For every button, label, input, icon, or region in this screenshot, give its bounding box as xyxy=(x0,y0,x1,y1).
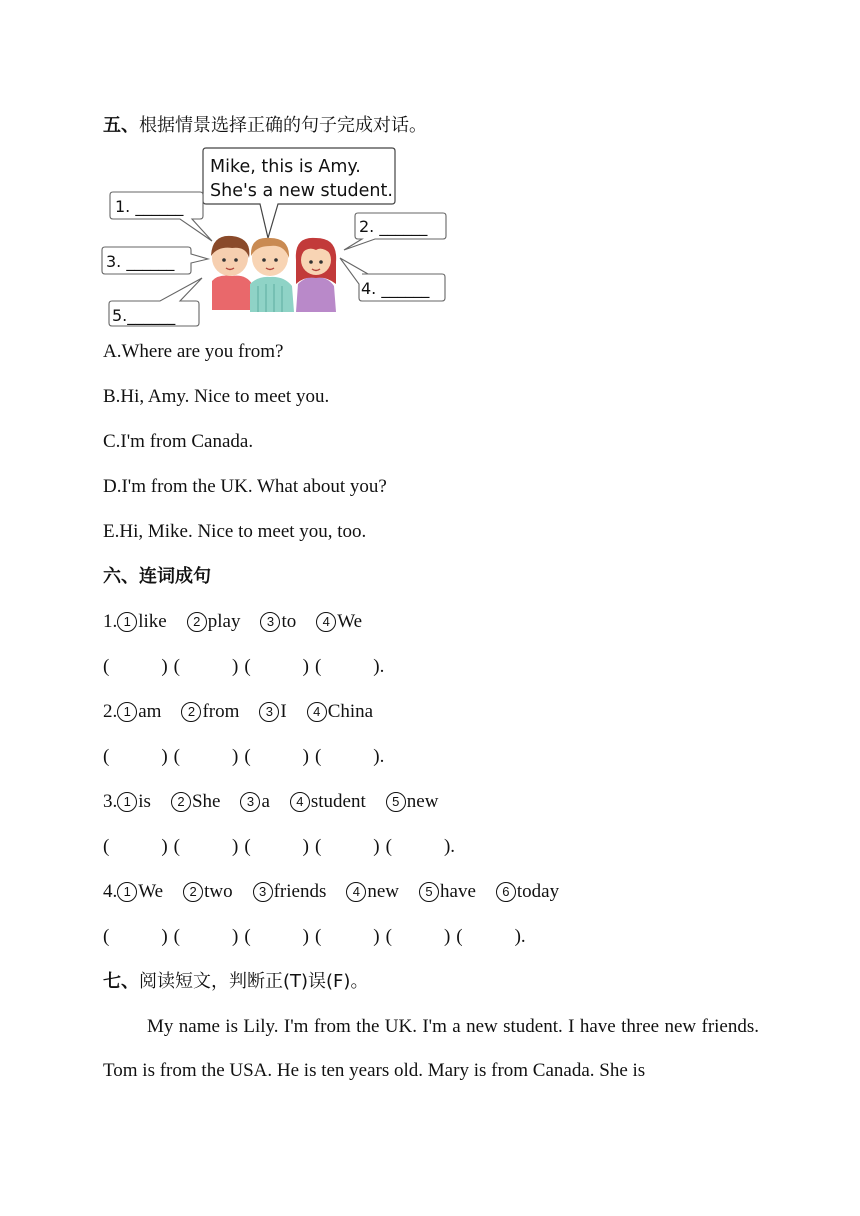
section7-heading xyxy=(103,970,368,994)
circled-number: 4 xyxy=(307,702,327,722)
word-text: play xyxy=(207,611,241,632)
blank-bubble-3 xyxy=(102,247,208,274)
circled-number: 4 xyxy=(290,792,310,812)
word-option xyxy=(307,700,373,724)
answer-blank[interactable]: ( ) xyxy=(244,656,309,677)
question-3-answer-blanks xyxy=(103,835,455,859)
circled-number: 5 xyxy=(386,792,406,812)
word-text: am xyxy=(138,701,162,722)
girl-right-figure xyxy=(296,238,336,312)
word-option xyxy=(117,790,151,814)
circled-number: 1 xyxy=(117,882,137,902)
question-2-answer-blanks xyxy=(103,745,384,769)
answer-blank[interactable]: ( ). xyxy=(314,656,385,677)
circled-number: 2 xyxy=(187,612,207,632)
question-4-answer-blanks xyxy=(103,925,526,949)
main-speech-line-2: She's a new student. xyxy=(210,181,393,201)
section6-heading xyxy=(103,565,211,589)
option-d: D.I'm from the UK. What about you? xyxy=(103,476,387,497)
option-b: B.Hi, Amy. Nice to meet you. xyxy=(103,386,330,407)
answer-blank[interactable]: ( ) xyxy=(244,836,309,857)
word-option xyxy=(419,880,476,904)
answer-blank[interactable]: ( ) xyxy=(314,926,380,947)
section5-number: 五、 xyxy=(103,115,139,136)
section6-number: 六、 xyxy=(103,566,139,587)
word-option xyxy=(259,700,286,724)
circled-number: 4 xyxy=(346,882,366,902)
option-a: A.Where are you from? xyxy=(103,341,284,362)
answer-blank[interactable]: ( ) xyxy=(173,836,239,857)
section6-instruction: 连词成句 xyxy=(139,566,211,587)
word-text: to xyxy=(281,611,297,632)
section7-number: 七、 xyxy=(103,971,139,992)
word-text: from xyxy=(202,701,240,722)
question-number: 2. xyxy=(103,701,118,722)
dialogue-illustration xyxy=(100,146,450,332)
word-text: a xyxy=(261,791,270,812)
word-option xyxy=(386,790,439,814)
word-text: new xyxy=(406,791,439,812)
answer-blank[interactable]: ( ) xyxy=(173,746,239,767)
word-text: have xyxy=(440,881,476,902)
word-option xyxy=(117,610,167,634)
circled-number: 2 xyxy=(171,792,191,812)
word-text: student xyxy=(310,791,366,812)
word-text: friends xyxy=(273,881,327,902)
circled-number: 1 xyxy=(117,702,137,722)
word-text: She xyxy=(191,791,221,812)
question-1-answer-blanks xyxy=(103,655,384,679)
circled-number: 2 xyxy=(181,702,201,722)
word-option xyxy=(117,880,163,904)
option-e: E.Hi, Mike. Nice to meet you, too. xyxy=(103,521,367,542)
children-figures xyxy=(211,236,336,312)
word-option xyxy=(183,880,233,904)
question-3-words xyxy=(103,790,458,814)
answer-blank[interactable]: ( ) xyxy=(244,926,309,947)
word-option xyxy=(187,610,241,634)
question-1-words xyxy=(103,610,382,634)
word-text: I xyxy=(280,701,287,722)
word-option xyxy=(496,880,559,904)
word-option xyxy=(171,790,221,814)
word-text: We xyxy=(138,881,164,902)
question-number: 4. xyxy=(103,881,118,902)
question-4-words xyxy=(103,880,579,904)
circled-number: 6 xyxy=(496,882,516,902)
word-option xyxy=(316,610,362,634)
word-option xyxy=(253,880,327,904)
word-option xyxy=(181,700,239,724)
word-option xyxy=(290,790,366,814)
answer-blank[interactable]: ( ). xyxy=(385,836,456,857)
answer-blank[interactable]: ( ) xyxy=(173,926,239,947)
answer-blank[interactable]: ( ) xyxy=(103,656,168,677)
question-number: 1. xyxy=(103,611,118,632)
blank-bubble-5 xyxy=(109,278,202,326)
boy-left-figure xyxy=(211,236,254,310)
blank-bubble-2 xyxy=(344,213,446,250)
word-text: like xyxy=(138,611,167,632)
circled-number: 3 xyxy=(253,882,273,902)
option-c: C.I'm from Canada. xyxy=(103,431,254,452)
blank-5: 5.______ xyxy=(112,306,176,325)
word-text: China xyxy=(327,701,374,722)
circled-number: 5 xyxy=(419,882,439,902)
word-text: two xyxy=(204,881,233,902)
blank-bubble-1 xyxy=(110,192,212,241)
answer-blank[interactable]: ( ) xyxy=(103,746,168,767)
blank-4: 4. ______ xyxy=(361,279,430,298)
blank-1: 1. ______ xyxy=(115,197,184,216)
word-text: today xyxy=(516,881,560,902)
circled-number: 2 xyxy=(183,882,203,902)
answer-blank[interactable]: ( ) xyxy=(103,926,168,947)
circled-number: 1 xyxy=(117,792,137,812)
answer-blank[interactable]: ( ) xyxy=(173,656,239,677)
main-speech-line-1: Mike, this is Amy. xyxy=(210,157,361,177)
answer-blank[interactable]: ( ) xyxy=(314,836,380,857)
section5-instruction: 根据情景选择正确的句子完成对话。 xyxy=(139,115,427,136)
word-option xyxy=(260,610,296,634)
answer-blank[interactable]: ( ) xyxy=(385,926,451,947)
circled-number: 3 xyxy=(260,612,280,632)
circled-number: 4 xyxy=(316,612,336,632)
circled-number: 3 xyxy=(240,792,260,812)
circled-number: 3 xyxy=(259,702,279,722)
circled-number: 1 xyxy=(117,612,137,632)
word-option xyxy=(346,880,399,904)
blank-3: 3. ______ xyxy=(106,252,175,271)
word-text: is xyxy=(138,791,151,812)
word-text: new xyxy=(367,881,400,902)
section7-instruction: 阅读短文，判断正(T)误(F)。 xyxy=(139,971,369,992)
answer-blank[interactable]: ( ). xyxy=(314,746,385,767)
question-2-words xyxy=(103,700,393,724)
word-option xyxy=(240,790,269,814)
boy-middle-figure xyxy=(250,238,294,312)
question-number: 3. xyxy=(103,791,118,812)
answer-blank[interactable]: ( ) xyxy=(244,746,309,767)
section5-heading xyxy=(103,114,427,138)
blank-bubble-4 xyxy=(340,258,445,301)
blank-2: 2. ______ xyxy=(359,217,428,236)
word-text: We xyxy=(337,611,363,632)
answer-blank[interactable]: ( ). xyxy=(456,926,526,947)
reading-passage: My name is Lily. I'm from the UK. I'm a new student. I have three new friends. Tom is from the USA. He is ten years old. Mary is from Canada. She is xyxy=(103,1016,759,1081)
answer-blank[interactable]: ( ) xyxy=(103,836,168,857)
word-option xyxy=(117,700,161,724)
